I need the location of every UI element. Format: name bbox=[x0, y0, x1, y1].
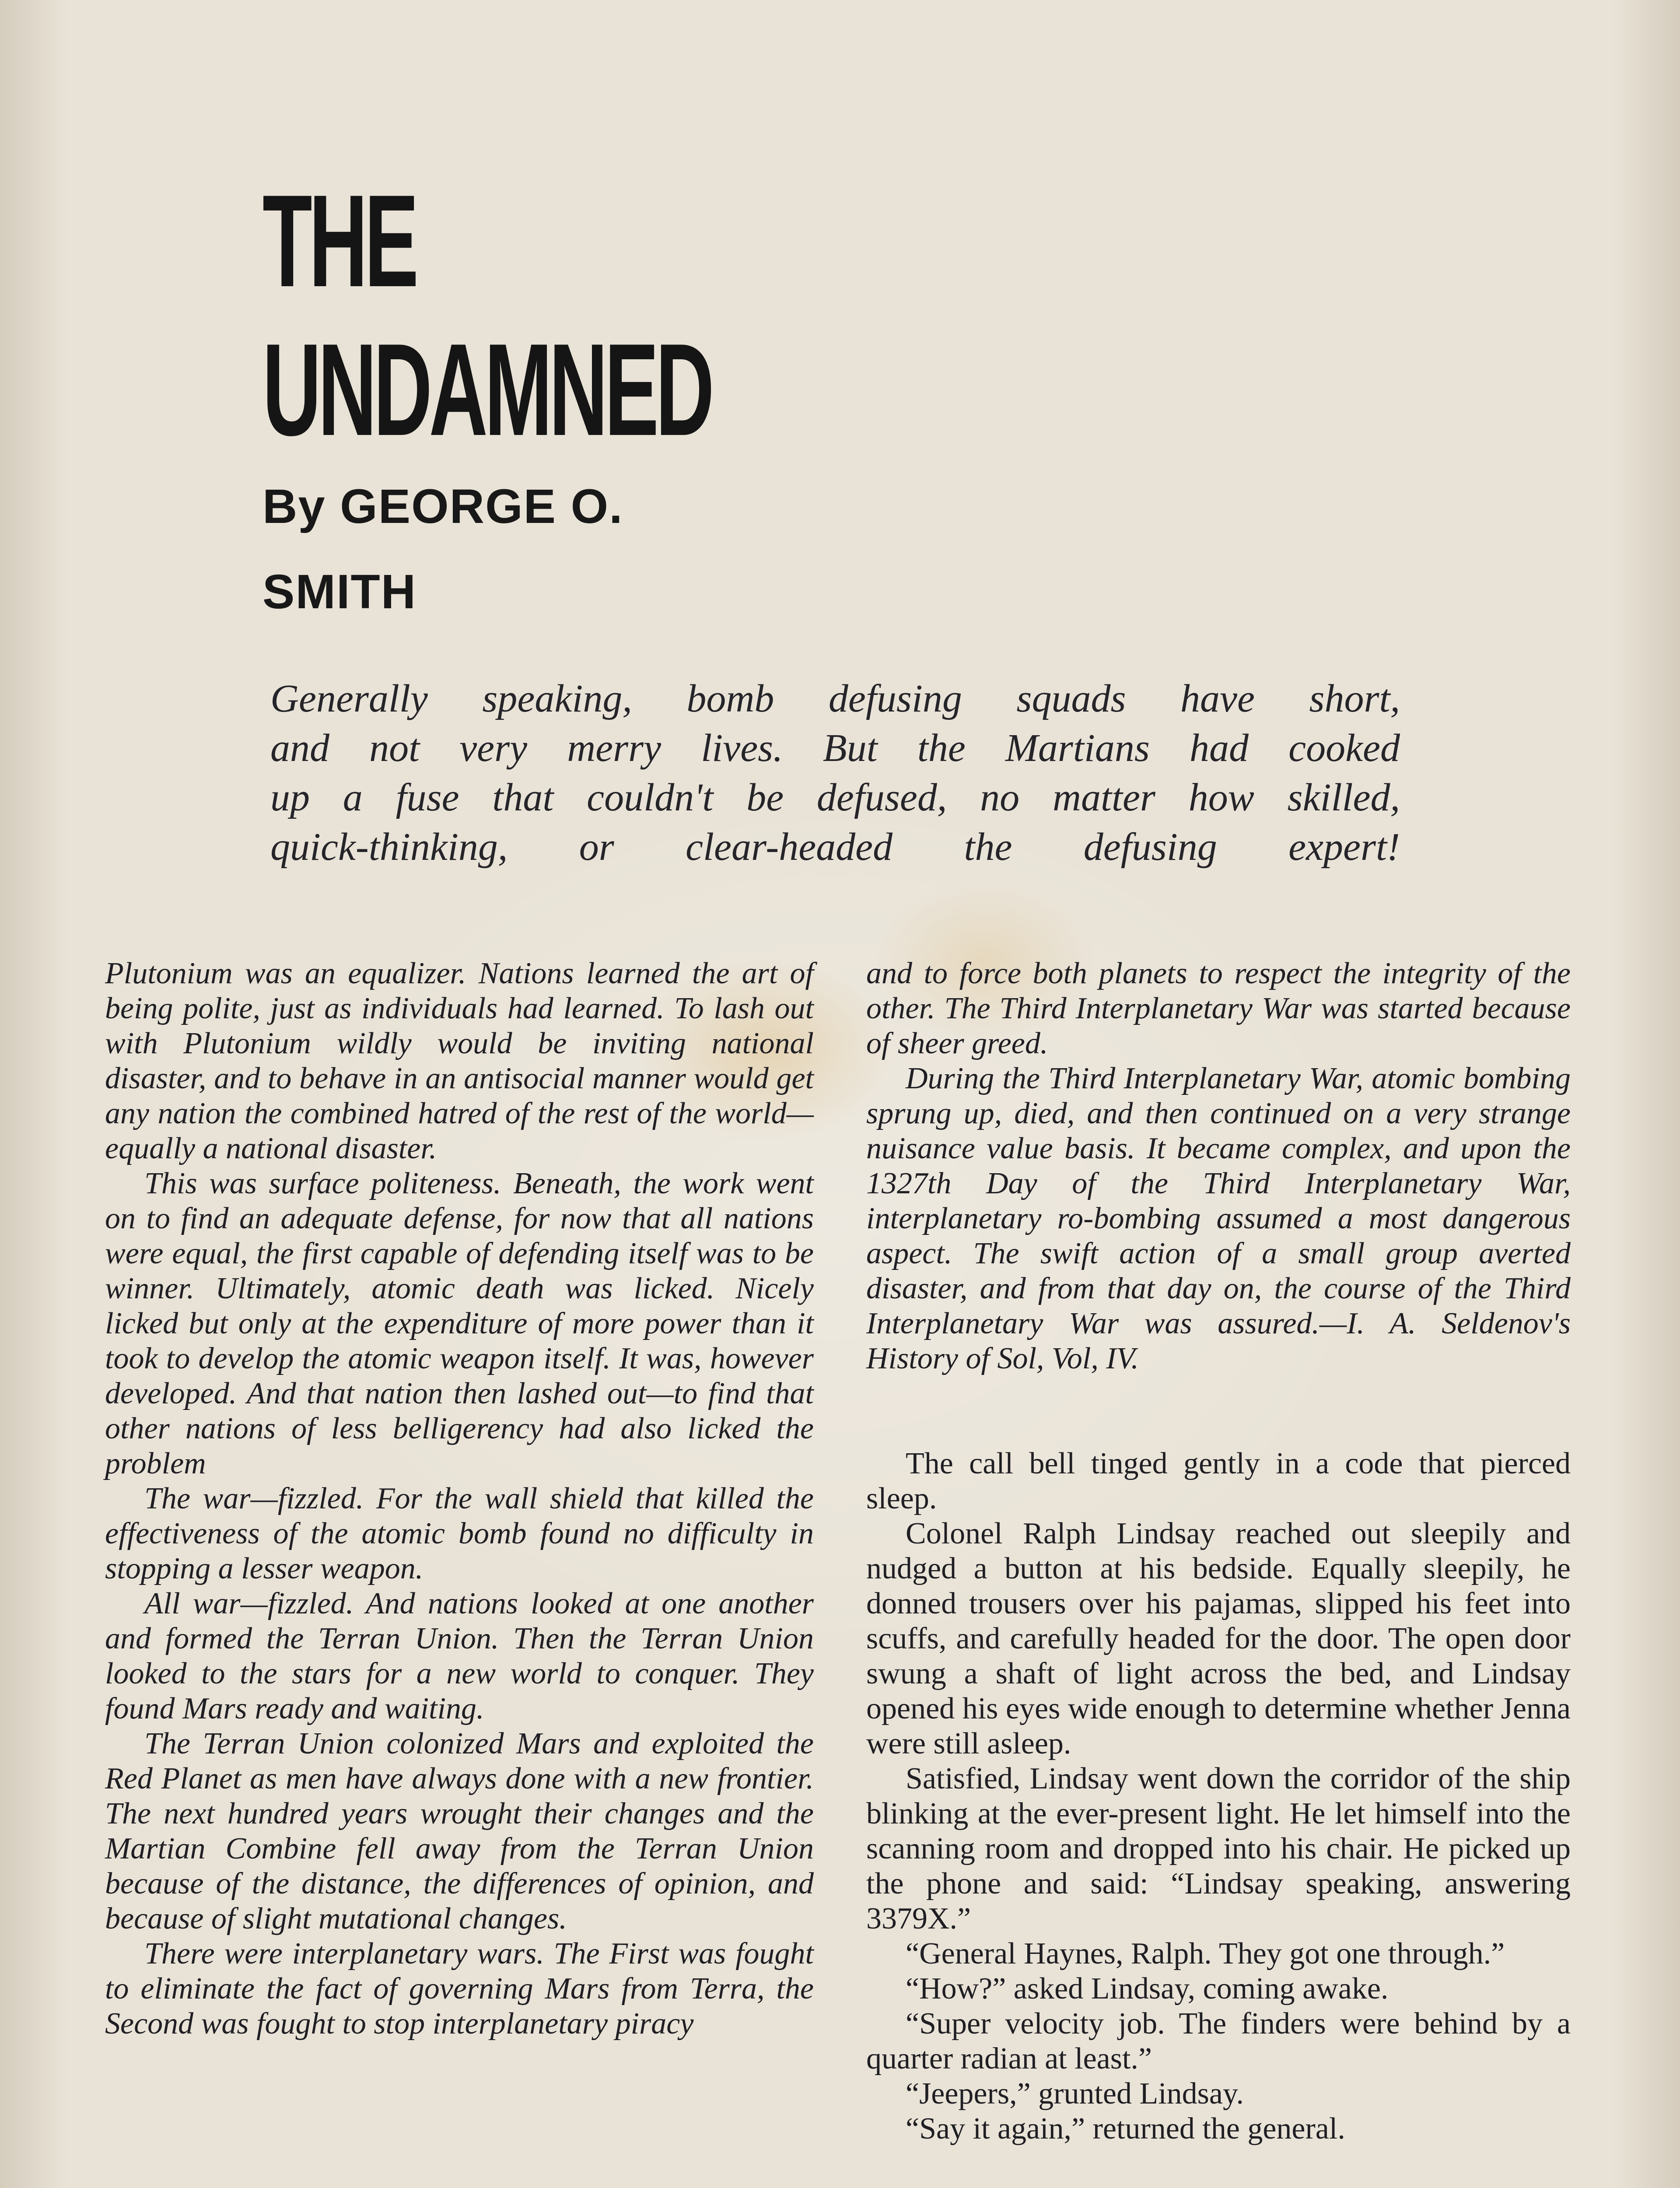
paragraph: This was surface politeness. Beneath, the work went on to find an adequate defense, for now that all nations were equal, the first capable of defending itself was to be winner. Ultimately, atomic death was licked. Nicely licked but only at the expenditure of more power than it took to develop the atomic weapon itself. It was, however developed. And that nation then lashed out—to find that other nations of less belligerency had also licked the problem bbox=[105, 1167, 814, 1480]
paragraph: The Terran Union colonized Mars and exploited the Red Planet as men have always done with a new frontier. The next hundred years wrought their changes and the Martian Combine fell away from the Terran Union because of the distance, the differences of opinion, and because of slight mutational changes. bbox=[105, 1727, 814, 1936]
blurb-line: quick-thinking, or clear-headed the defusing expert! bbox=[270, 825, 1400, 869]
paragraph: Colonel Ralph Lindsay reached out sleepily and nudged a button at his bedside. Equally sleepily, he donned trousers over his pajamas, slipped his feet into scuffs, and carefully headed for the door. The open door swung a shaft of light across the bed, and Lindsay opened his eyes wide enough to determine whether Jenna were still asleep. bbox=[866, 1517, 1571, 1760]
story-blurb bbox=[270, 674, 1400, 872]
paragraph: “Jeepers,” grunted Lindsay. bbox=[906, 2077, 1244, 2111]
paragraph: All war—fizzled. And nations looked at one another and formed the Terran Union. Then the Terran Union looked to the stars for a new world to conquer. They found Mars ready and waiting. bbox=[105, 1587, 814, 1725]
left-column bbox=[105, 956, 814, 2041]
byline-line-1: By GEORGE O. bbox=[262, 480, 623, 533]
section-break bbox=[866, 1376, 1571, 1446]
title-line-1: THE bbox=[262, 167, 416, 314]
paragraph: Plutonium was an equalizer. Nations learned the art of being polite, just as individuals had learned. To lash out with Plutonium wildly would be inviting national disaster, and to behave in an antisocial manner would get any nation the combined hatred of the rest of the world—equally a national disaster. bbox=[105, 957, 814, 1165]
paragraph: The war—fizzled. For the wall shield that killed the effectiveness of the atomic bomb found no difficulty in stopping a lesser weapon. bbox=[105, 1482, 814, 1585]
right-column bbox=[866, 956, 1571, 2146]
paragraph: During the Third Interplanetary War, atomic bombing sprung up, died, and then continued on a very strange nuisance value basis. It became complex, and upon the 1327th Day of the Third Interplanetary War, interplanetary ro-bombing assumed a most dangerous aspect. The swift action of a small group averted disaster, and from that day on, the course of the Third Interplanetary War was assured.—I. A. Seldenov's History of Sol, Vol, IV. bbox=[866, 1062, 1571, 1375]
paragraph: “Super velocity job. The finders were behind by a quarter radian at least.” bbox=[866, 2007, 1571, 2076]
paragraph: “How?” asked Lindsay, coming awake. bbox=[906, 1972, 1389, 2006]
paragraph: There were interplanetary wars. The First was fought to eliminate the fact of governing Mars from Terra, the Second was fought to stop interplanetary piracy bbox=[105, 1937, 814, 2041]
blurb-line: and not very merry lives. But the Martians had cooked bbox=[270, 726, 1400, 770]
blurb-line: up a fuse that couldn't be defused, no matter how skilled, bbox=[270, 776, 1400, 819]
paragraph: Satisfied, Lindsay went down the corridor of the ship blinking at the ever-present light. He let himself into the scanning room and dropped into his chair. He picked up the phone and said: “Lindsay speaking, answering 3379X.” bbox=[866, 1762, 1571, 1936]
paragraph: The call bell tinged gently in a code that pierced sleep. bbox=[866, 1447, 1571, 1515]
blurb-line: Generally speaking, bomb defusing squads have short, bbox=[270, 677, 1400, 720]
title-line-2: UNDAMNED bbox=[262, 316, 711, 463]
paragraph: “Say it again,” returned the general. bbox=[906, 2112, 1345, 2146]
paragraph: “General Haynes, Ralph. They got one through.” bbox=[906, 1937, 1505, 1971]
byline-line-2: SMITH bbox=[262, 565, 417, 619]
paragraph: and to force both planets to respect the integrity of the other. The Third Interplanetary War was started because of sheer greed. bbox=[866, 957, 1571, 1060]
story-title bbox=[262, 166, 711, 464]
history-epigraph bbox=[866, 956, 1571, 1376]
author-byline bbox=[262, 464, 623, 635]
